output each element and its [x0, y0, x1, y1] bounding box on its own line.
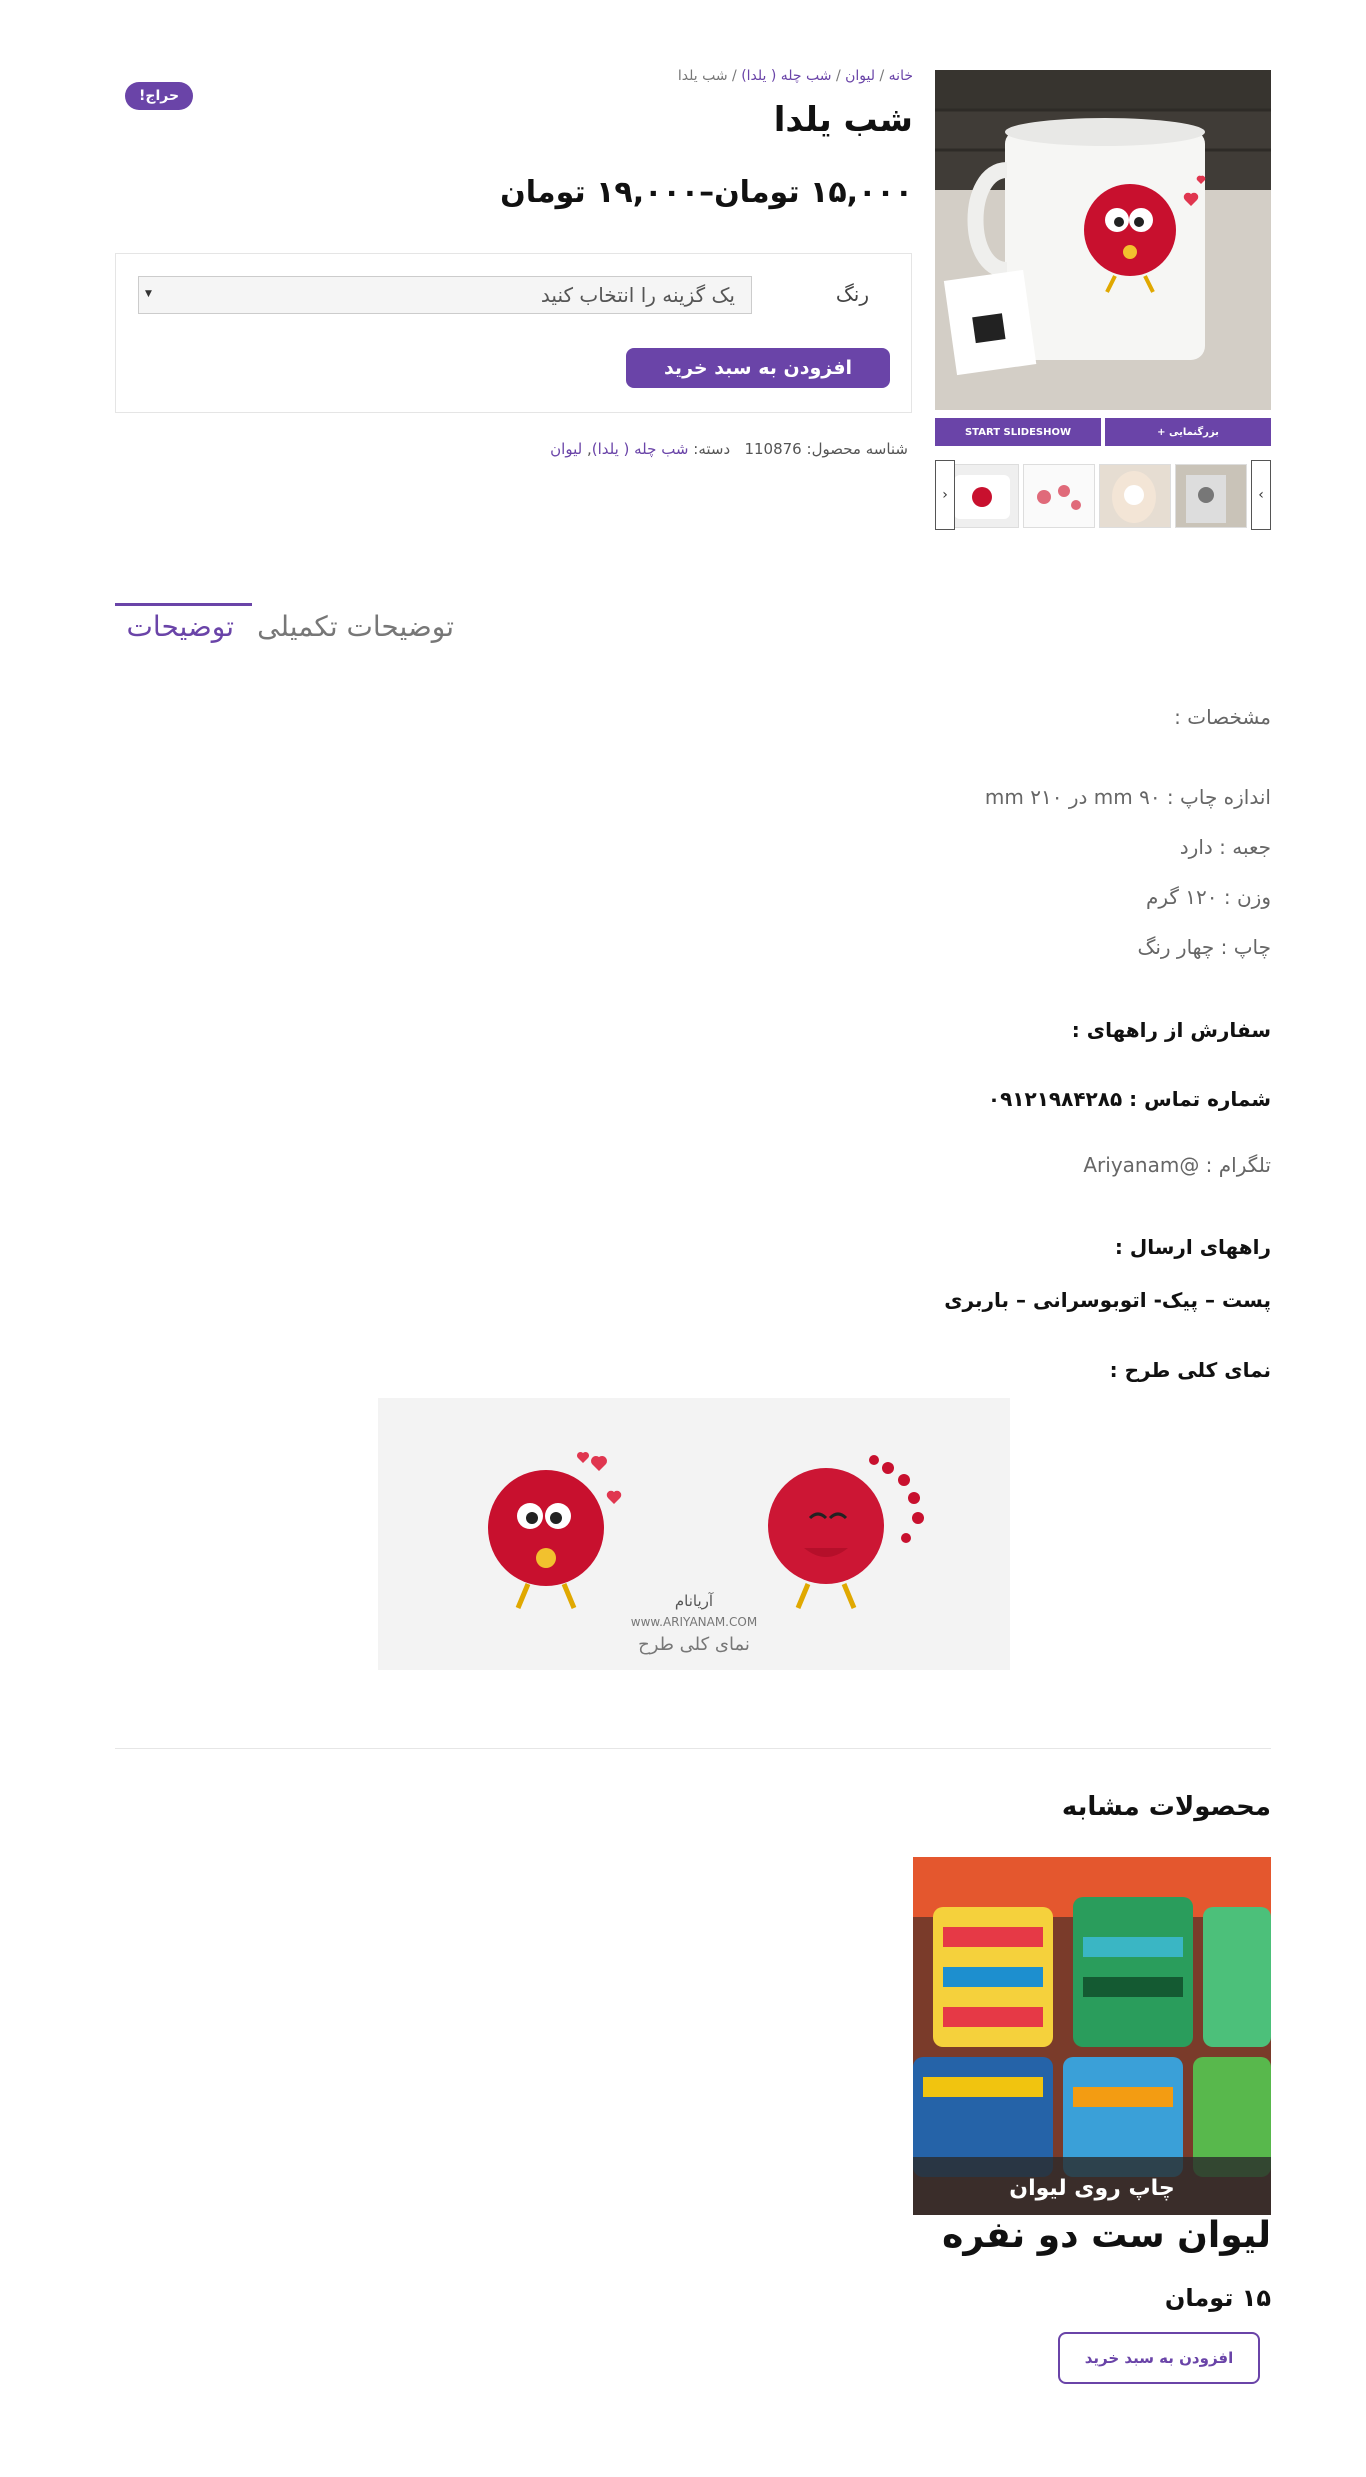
product-meta — [550, 440, 908, 458]
shipping-methods: پست – پیک- اتوبوسرانی – باربری — [944, 1288, 1271, 1312]
related-product-image[interactable] — [913, 1857, 1271, 2215]
category-link[interactable]: لیوان — [550, 440, 583, 458]
breadcrumb-cat2-link[interactable]: شب چله ( یلدا) — [741, 68, 832, 84]
breadcrumb-home-link[interactable]: خانه — [888, 68, 913, 84]
category-link[interactable]: شب چله ( یلدا) — [591, 440, 689, 458]
add-to-cart-button[interactable]: افزودن به سبد خرید — [626, 348, 890, 388]
color-select-value: یک گزینه را انتخاب کنید — [540, 283, 735, 307]
tab-description[interactable]: توضیحات — [126, 610, 234, 643]
zoom-button[interactable]: بزرگنمایی + — [1105, 418, 1271, 446]
phone-number: شماره تماس : ۰۹۱۲۱۹۸۴۲۸۵ — [987, 1087, 1271, 1111]
sale-badge: حراج! — [125, 82, 193, 110]
variation-label: رنگ — [835, 282, 869, 306]
related-product-price: ۱۵ تومان — [1164, 2284, 1271, 2312]
thumbnail-image[interactable] — [1023, 464, 1095, 528]
design-heading: نمای کلی طرح : — [1109, 1358, 1271, 1382]
product-title: شب یلدا — [773, 100, 913, 140]
section-divider — [115, 1748, 1271, 1749]
breadcrumb-separator: / — [727, 68, 742, 84]
sku-label: شناسه محصول: — [806, 440, 908, 458]
color-select[interactable] — [138, 276, 752, 314]
design-overview-image — [378, 1398, 1010, 1670]
start-slideshow-button[interactable]: START SLIDESHOW — [935, 418, 1101, 446]
product-main-image[interactable] — [935, 70, 1271, 410]
shipping-heading: راههای ارسال : — [1114, 1235, 1271, 1259]
specs-heading: مشخصات : — [1174, 705, 1271, 729]
breadcrumb-separator: / — [831, 68, 846, 84]
design-logo-text: آریانام — [674, 1592, 714, 1610]
thumbnail-prev-arrow-icon[interactable]: ‹ — [935, 460, 955, 530]
breadcrumb — [678, 68, 913, 84]
breadcrumb-cat1-link[interactable]: لیوان — [845, 68, 876, 84]
tab-additional-info[interactable]: توضیحات تکمیلی — [257, 610, 454, 643]
variations-form — [115, 253, 912, 413]
active-tab-indicator — [115, 603, 252, 606]
spec-weight: وزن : ۱۲۰ گرم — [1146, 885, 1271, 909]
thumbnail-image[interactable] — [947, 464, 1019, 528]
design-url-text: www.ARIYANAM.COM — [630, 1615, 758, 1629]
product-price: ۱۵,۰۰۰ تومان–۱۹,۰۰۰ تومان — [500, 175, 913, 210]
thumbnail-strip — [935, 460, 1271, 530]
related-add-to-cart-button[interactable]: افزودن به سبد خرید — [1058, 2332, 1260, 2384]
related-products-heading: محصولات مشابه — [1061, 1792, 1271, 1822]
design-caption-text: نمای کلی طرح — [638, 1634, 750, 1655]
breadcrumb-separator: / — [875, 68, 889, 84]
order-heading: سفارش از راههای : — [1071, 1018, 1271, 1042]
category-label: دسته: — [693, 440, 731, 458]
breadcrumb-current: شب یلدا — [677, 68, 728, 84]
thumbnail-image[interactable] — [1099, 464, 1171, 528]
thumbnail-next-arrow-icon[interactable]: › — [1251, 460, 1271, 530]
chevron-down-icon: ▼ — [145, 289, 152, 299]
telegram-id: تلگرام : @Ariyanam — [1083, 1153, 1271, 1177]
category-separator: , — [582, 440, 592, 458]
related-image-caption: چاپ روی لیوان — [1009, 2176, 1175, 2201]
spec-print-size: اندازه چاپ : ۹۰ mm در ۲۱۰ mm — [984, 785, 1271, 809]
related-product-name[interactable]: لیوان ست دو نفره — [942, 2215, 1271, 2256]
spec-print: چاپ : چهار رنگ — [1137, 935, 1271, 959]
spec-box: جعبه : دارد — [1179, 835, 1271, 859]
thumbnail-image[interactable] — [1175, 464, 1247, 528]
sku-value: 110876 — [744, 440, 802, 458]
